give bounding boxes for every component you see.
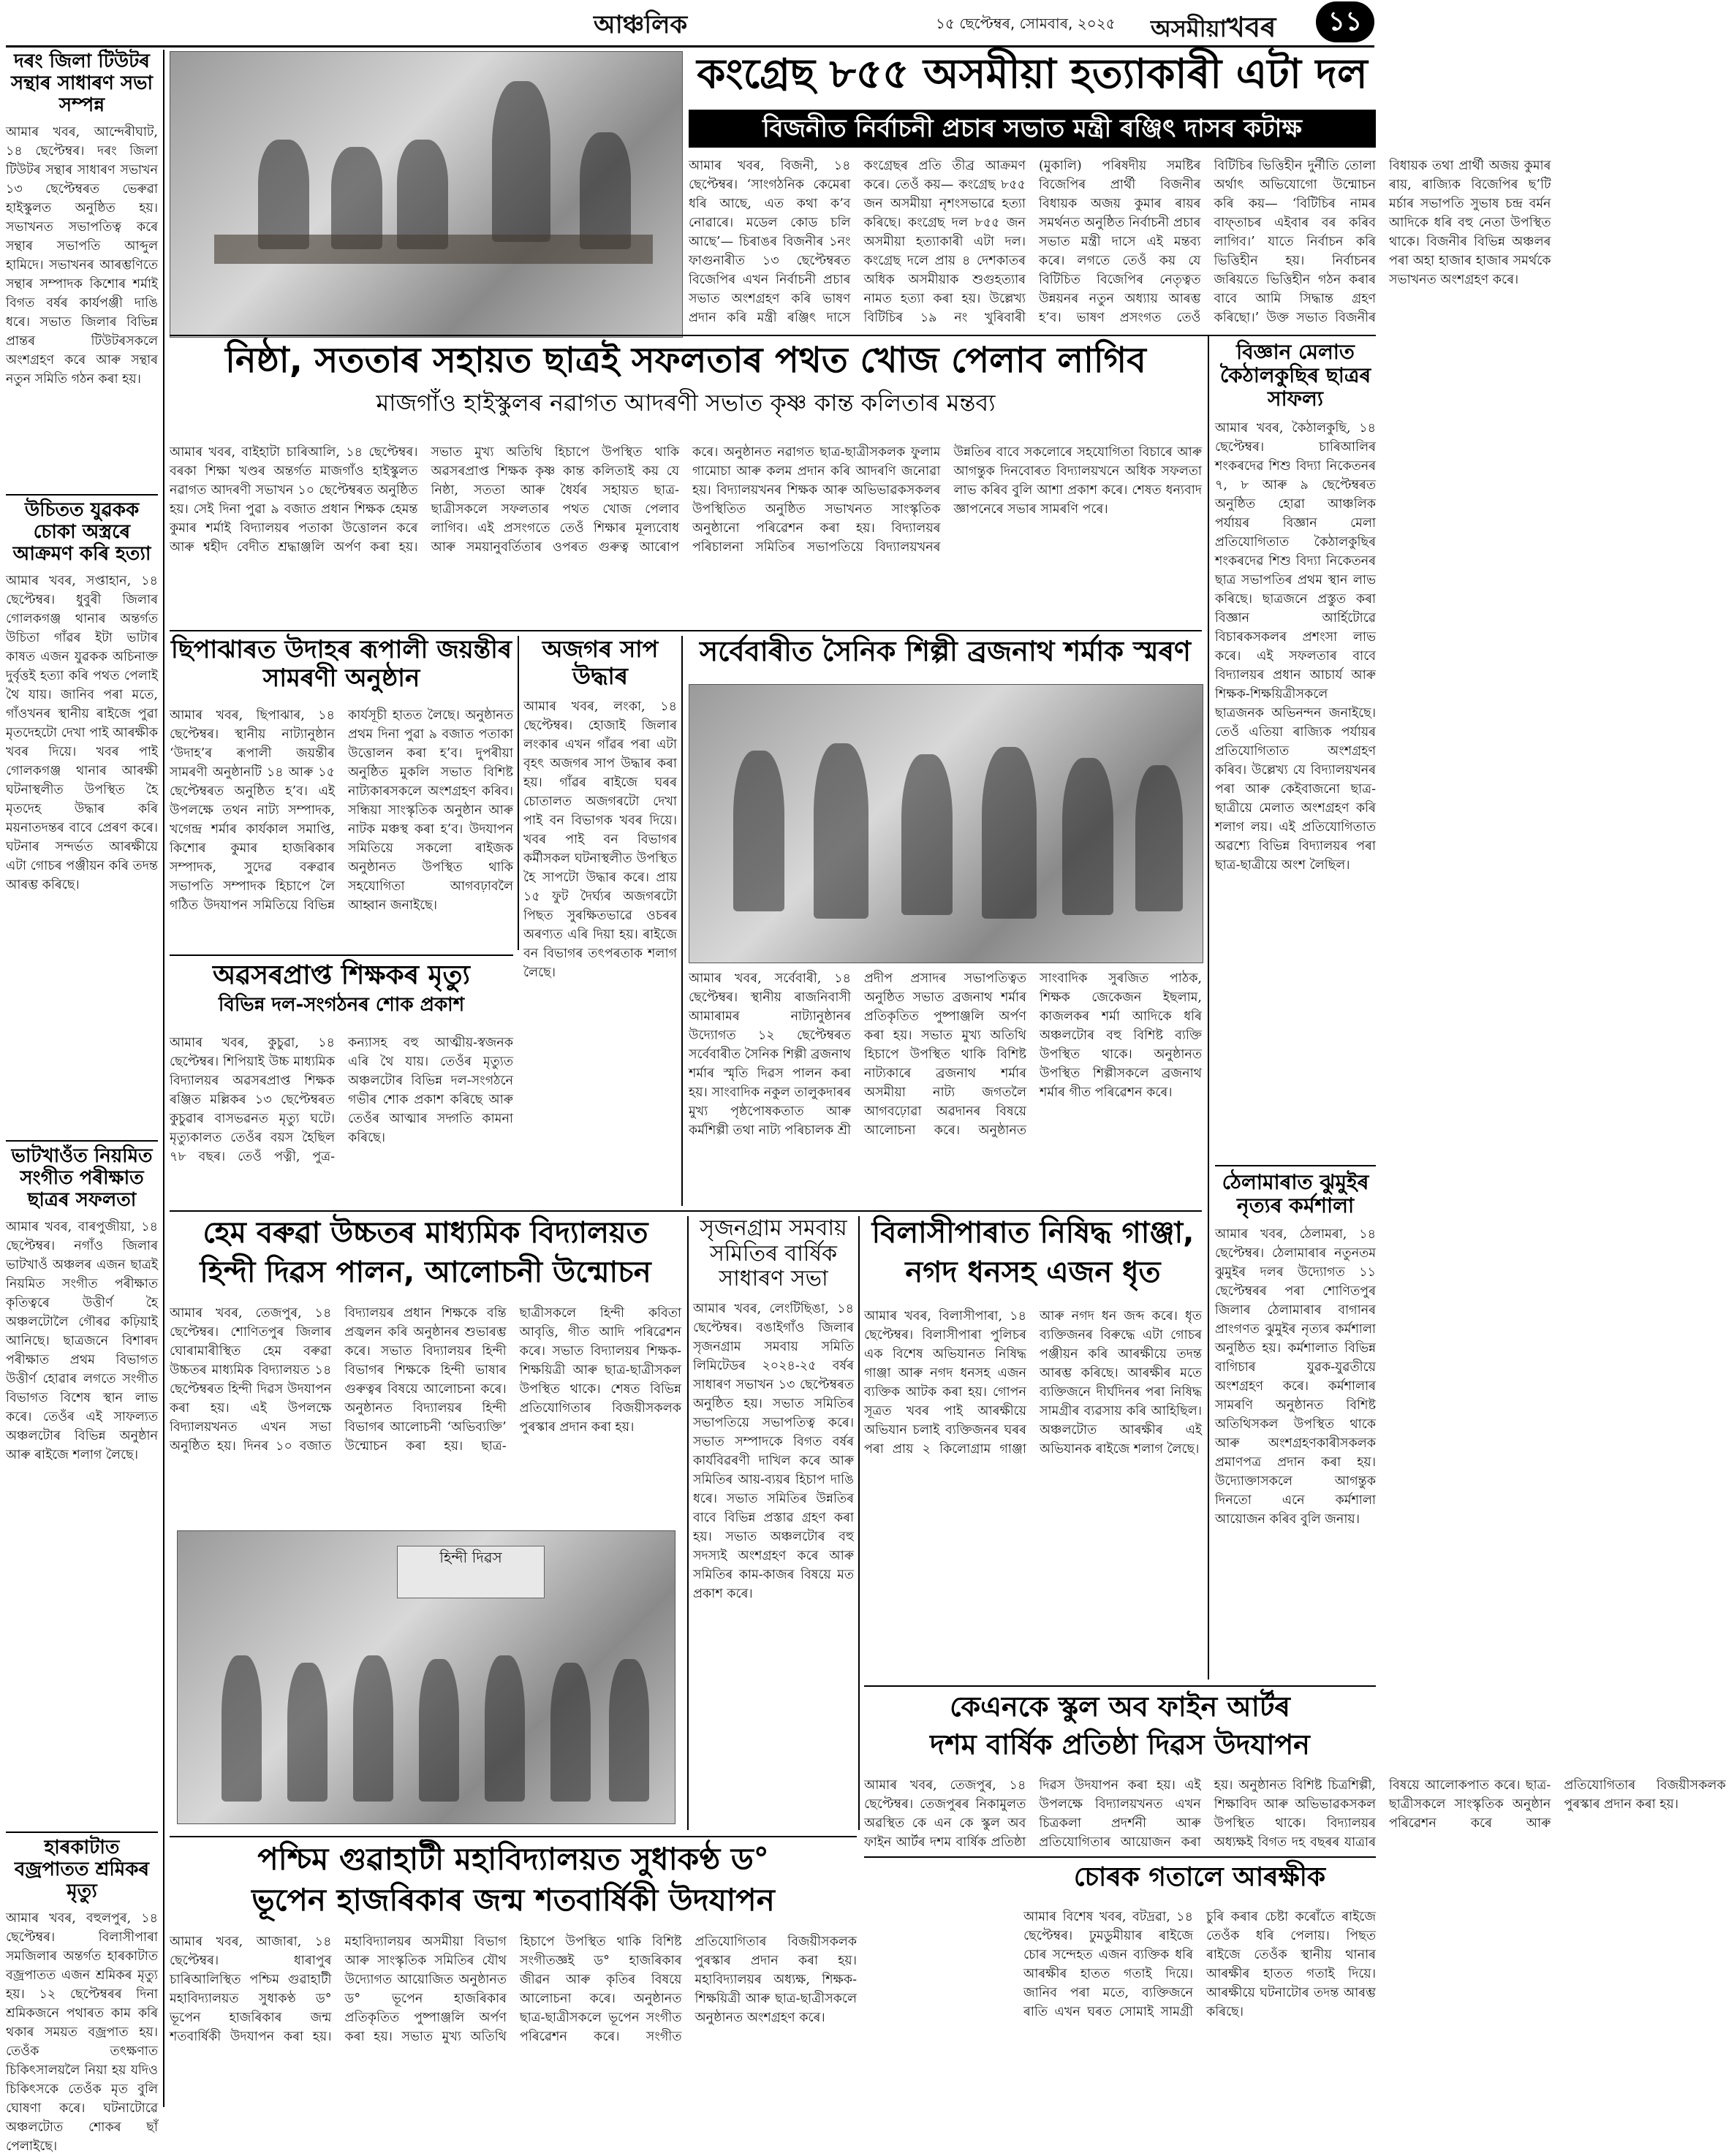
science-fair-story	[1215, 341, 1376, 1159]
photo-figure	[353, 1655, 393, 1802]
photo-figure	[485, 1655, 525, 1802]
divider	[170, 954, 513, 956]
article-body: আমাৰ খবৰ, কৈঠালকুছি, ১৪ ছেপ্টেম্বৰ। চাৰিআলিৰ শংকৰদেৱ শিশু বিদ্যা নিকেতনৰ ৭, ৮ আৰু ৯ ছেপ্টেম্বৰত অনুষ্ঠিত হোৱা আঞ্চলিক পৰ্যায়ৰ বিজ্ঞান মেলা প্ৰতিযোগিতাত কৈঠালকুছিৰ শংকৰদেৱ শিশু বিদ্যা নিকেতনৰ ছাত্ৰ সভাপতিৰ প্ৰথম স্থান লাভ কৰিছে। ছাত্ৰজনে প্ৰস্তুত কৰা বিজ্ঞান আৰ্হিটোৱে বিচাৰকসকলৰ প্ৰশংসা লাভ কৰে। এই সফলতাৰ বাবে বিদ্যালয়ৰ প্ৰধান আচাৰ্য আৰু শিক্ষক-শিক্ষয়িত্ৰীসকলে ছাত্ৰজনক অভিনন্দন জনাইছে। তেওঁ এতিয়া ৰাজ্যিক পৰ্যায়ৰ প্ৰতিযোগিতাত অংশগ্ৰহণ কৰিব। উল্লেখ্য যে বিদ্যালয়খনৰ পৰা আৰু কেইবাজনো ছাত্ৰ-ছাত্ৰীয়ে মেলাত অংশগ্ৰহণ কৰি শলাগ লয়। এই প্ৰতিযোগিতাত অৱশ্যে বিভিন্ন বিদ্যালয়ৰ পৰা ছাত্ৰ-ছাত্ৰীয়ে অংশ লৈছিল।	[1215, 420, 1376, 873]
article-title: হাৰকাটাত বজ্ৰপাতত শ্ৰমিকৰ মৃত্যু	[14, 1837, 150, 1902]
article-body: আমাৰ খবৰ, কুচুৱা, ১৪ ছেপ্টেম্বৰ। শিপিয়াই উচ্চ মাধ্যমিক বিদ্যালয়ৰ অৱসৰপ্ৰাপ্ত শিক্ষক ৰঞ্জিত মল্লিকৰ ১৩ ছেপ্টেম্বৰত কুচুৱাৰ বাসভৱনত মৃত্যু ঘটে। মৃত্যুকালত তেওঁৰ বয়স হৈছিল ৭৮ বছৰ। তেওঁ পত্নী, পুত্ৰ-কন্যাসহ বহু আত্মীয়-স্বজনক এৰি থৈ যায়। তেওঁৰ মৃত্যুত অঞ্চলটোৰ বিভিন্ন দল-সংগঠনে গভীৰ শোক প্ৰকাশ কৰিছে আৰু তেওঁৰ আত্মাৰ সদ্গতি কামনা কৰিছে।	[170, 1036, 513, 1164]
photo-figure	[492, 81, 550, 242]
divider	[6, 1140, 158, 1142]
article-body: আমাৰ খবৰ, বাৰপুজীয়া, ১৪ ছেপ্টেম্বৰ। নগাঁও জিলাৰ ভাটখাওঁ অঞ্চলৰ এজন ছাত্ৰই নিয়মিত সংগীত পৰীক্ষাত কৃতিত্বৰে উত্তীৰ্ণ হৈ অঞ্চলটোলৈ গৌৰৱ কঢ়িয়াই আনিছে। ছাত্ৰজনে বিশাৰদ পৰীক্ষাত প্ৰথম বিভাগত উত্তীৰ্ণ হোৱাৰ লগতে সংগীত বিভাগত বিশেষ স্থান লাভ কৰে। তেওঁৰ এই সাফল্যত অঞ্চলটোৰ বিভিন্ন অনুষ্ঠান আৰু ৰাইজে শলাগ লৈছে।	[6, 1219, 158, 1462]
page-number-text: ১১	[1328, 7, 1363, 37]
section-label: আঞ্চলিক	[594, 10, 688, 39]
meeting-photo	[170, 51, 683, 338]
divider	[681, 636, 683, 1206]
article-subheadline: বিভিন্ন দল-সংগঠনৰ শোক প্ৰকাশ	[218, 994, 465, 1017]
paper-name-part-b: খবৰ	[1226, 11, 1276, 43]
paper-name-part-a: অসমীয়া	[1151, 15, 1227, 42]
divider	[858, 1216, 860, 1830]
article-body: আমাৰ খবৰ, সপ্তাহান, ১৪ ছেপ্টেম্বৰ। ধুবুৰী জিলাৰ গোলকগঞ্জ থানাৰ অন্তৰ্গত উচিতা গাঁৱৰ ইটা ভাটাৰ কাষত এজন যুৱকক অচিনাক্ত দুৰ্বৃত্তই হত্যা কৰি পথত পেলাই থৈ যায়। জানিব পৰা মতে, গাঁওখনৰ স্থানীয় ৰাইজে পুৱা মৃতদেহটো দেখা পাই আৰক্ষীক খবৰ দিয়ে। খবৰ পাই গোলকগঞ্জ থানাৰ আৰক্ষী ঘটনাস্থলীত উপস্থিত হৈ মৃতদেহ উদ্ধাৰ কৰি ময়নাতদন্তৰ বাবে প্ৰেৰণ কৰে। ঘটনাৰ সন্দৰ্ভত আৰক্ষীয়ে এটা গোচৰ পঞ্জীয়ন কৰি তদন্ত আৰম্ভ কৰিছে।	[6, 573, 158, 892]
divider	[864, 1856, 1376, 1858]
photo-figure	[397, 140, 448, 249]
divider	[687, 1216, 689, 1830]
photo-figure	[580, 132, 631, 249]
feature-headline: নিষ্ঠা, সততাৰ সহায়ত ছাত্ৰই সফলতাৰ পথত খোজ পেলাব লাগিব	[225, 340, 1146, 381]
article-body: আমাৰ খবৰ, ছিপাঝাৰ, ১৪ ছেপ্টেম্বৰ। স্থানীয় নাট্যানুষ্ঠান ‘উদাহ’ৰ ৰূপালী জয়ন্তীৰ সামৰণী অনুষ্ঠানটি ১৪ আৰু ১৫ ছেপ্টেম্বৰত অনুষ্ঠিত হ’ব। এই উপলক্ষে তথন নাট্য সম্পাদক, খগেন্দ্ৰ শৰ্মাৰ কাৰ্যকাল সমাপ্তি, কিশোৰ কুমাৰ হাজৰিকাৰ সম্পাদক, সুদেৱ বৰুৱাৰ সভাপতি সম্পাদক হিচাপে লৈ গঠিত উদযাপন সমিতিয়ে বিভিন্ন কাৰ্যসূচী হাতত লৈছে। অনুষ্ঠানত প্ৰথম দিনা পুৱা ৯ বজাত পতাকা উত্তোলন কৰা হ’ব। দুপৰীয়া অনুষ্ঠিত মুকলি সভাত বিশিষ্ট নাট্যকাৰসকলে অংশগ্ৰহণ কৰিব। সন্ধিয়া সাংস্কৃতিক অনুষ্ঠান আৰু নাটক মঞ্চস্থ কৰা হ’ব। উদযাপন সমিতিয়ে সকলো ৰাইজক অনুষ্ঠানত উপস্থিত থাকি সহযোগিতা আগবঢ়াবলৈ আহ্বান জনাইছে।	[170, 708, 513, 913]
photo-figure	[901, 754, 953, 915]
photo-banner-text: হিন্দী দিৱস	[439, 1549, 502, 1566]
article-body: আমাৰ খবৰ, তেজপুৰ, ১৪ ছেপ্টেম্বৰ। শোণিতপুৰ জিলাৰ ঘোৰামাৰীস্থিত হেম বৰুৱা উচ্চতৰ মাধ্যমিক বিদ্যালয়ত ১৪ ছেপ্টেম্বৰত হিন্দী দিৱস উদযাপন কৰা হয়। এই উপলক্ষে বিদ্যালয়খনত এখন সভা অনুষ্ঠিত হয়। দিনৰ ১০ বজাত বিদ্যালয়ৰ প্ৰধান শিক্ষকে বন্তি প্ৰজ্বলন কৰি অনুষ্ঠানৰ শুভাৰম্ভ কৰে। সভাত বিদ্যালয়ৰ হিন্দী বিভাগৰ শিক্ষকে হিন্দী ভাষাৰ গুৰুত্বৰ বিষয়ে আলোচনা কৰে। অনুষ্ঠানত বিদ্যালয়ৰ হিন্দী বিভাগৰ আলোচনী ‘অভিব্যক্তি’ উন্মোচন কৰা হয়। ছাত্ৰ-ছাত্ৰীসকলে হিন্দী কবিতা আবৃত্তি, গীত আদি পৰিৱেশন কৰে। সভাত বিদ্যালয়ৰ শিক্ষক-শিক্ষয়িত্ৰী আৰু ছাত্ৰ-ছাত্ৰীসকল উপস্থিত থাকে। শেষত বিভিন্ন প্ৰতিযোগিতাৰ বিজয়ীসকলক পুৰস্কাৰ প্ৰদান কৰা হয়।	[170, 1306, 681, 1454]
masthead	[0, 0, 1380, 45]
photo-figure	[258, 140, 309, 249]
article-headline-line-2: নগদ ধনসহ এজন ধৃত	[905, 1256, 1161, 1289]
article-body: আমাৰ খবৰ, লংকা, ১৪ ছেপ্টেম্বৰ। হোজাই জিলাৰ লংকাৰ এখন গাঁৱৰ পৰা এটা বৃহৎ অজগৰ সাপ উদ্ধাৰ কৰা হয়। গাঁৱৰ ৰাইজে ঘৰৰ চোতালত অজগৰটো দেখা পাই বন বিভাগক খবৰ দিয়ে। খবৰ পাই বন বিভাগৰ কৰ্মীসকল ঘটনাস্থলীত উপস্থিত হৈ সাপটো উদ্ধাৰ কৰে। প্ৰায় ১৫ ফুট দৈৰ্ঘ্যৰ অজগৰটো পিছত সুৰক্ষিতভাৱে ওচৰৰ অৰণ্যত এৰি দিয়া হয়। ৰাইজে বন বিভাগৰ তৎপৰতাক শলাগ লৈছে।	[523, 699, 677, 980]
lead-body: আমাৰ খবৰ, বিজনী, ১৪ ছেপ্টেম্বৰ। ‘সাংগঠনিক কেমেৰা ধৰি আছে, এত কথা ক’ব নোৱাৰে। মডেল কোড চলি আছে’— চিৰাঙৰ বিজনীৰ ১নং ফাগুনাৰীত ১৩ ছেপ্টেম্বৰত বিজেপিৰ এখন নিৰ্বাচনী প্ৰচাৰ সভাত অংশগ্ৰহণ কৰি ভাষণ প্ৰদান কৰি মন্ত্ৰী ৰঞ্জিৎ দাসে কংগ্ৰেছৰ প্ৰতি তীব্ৰ আক্ৰমণ কৰে। তেওঁ কয়— কংগ্ৰেছ ৮৫৫ জন অসমীয়া নৃশংসভাৱে হত্যা কৰিছে। কংগ্ৰেছ দল ৮৫৫ জন অসমীয়া হত্যাকাৰী এটা দল। কংগ্ৰেছ দলে প্ৰায় ৪ দেশকাতৰ অধিক অসমীয়াক শুগুহত্যাৰ নামত হত্যা কৰা হয়। উল্লেখ্য বিটিচিৰ ১৯ নং খুৰিবাৰী (মুকালি) পৰিষদীয় সমষ্টিৰ বিজেপিৰ প্ৰাৰ্থী বিজনীৰ বিধায়ক অজয় কুমাৰ ৰায়ৰ সমৰ্থনত অনুষ্ঠিত নিৰ্বাচনী প্ৰচাৰ সভাত মন্ত্ৰী দাসে এই মন্তব্য কৰে। লগতে তেওঁ কয় যে বিটিচিত বিজেপিৰ নেতৃত্বত উন্নয়নৰ নতুন অধ্যায় আৰম্ভ হ’ব। ভাষণ প্ৰসংগত তেওঁ বিটিচিৰ ভিত্তিহীন দুৰ্নীতি তোলা অৰ্থাৎ অভিযোগো উন্মোচন কৰি কয়— ‘বিটিচিৰ নামৰ বাফ্তাচৰ এইবাৰ বৰ কৰিব লাগিব।’ যাতে নিৰ্বাচন কৰি ভিত্তিহীন হয়। নিৰ্বাচনৰ জৰিয়তে ভিত্তিহীন গঠন কৰাৰ বাবে আমি সিদ্ধান্ত গ্ৰহণ কৰিছো।’ উক্ত সভাত বিজনীৰ বিধায়ক তথা প্ৰাৰ্থী অজয় কুমাৰ ৰায়, ৰাজ্যিক বিজেপিৰ ছ’টি মৰ্চাৰ সভাপতি সুভাষ চন্দ্ৰ বৰ্মন আদিকে ধৰি বহু নেতা উপস্থিত থাকে। বিজনীৰ বিভিন্ন অঞ্চলৰ পৰা অহা হাজাৰ হাজাৰ সমৰ্থকে সভাখনত অংশগ্ৰহণ কৰে।	[689, 159, 1551, 325]
samabay-story	[693, 1216, 854, 1830]
lead-subheadline: বিজনীত নিৰ্বাচনী প্ৰচাৰ সভাত মন্ত্ৰী ৰঞ্জিৎ দাসৰ কটাক্ষ	[689, 110, 1376, 148]
divider	[170, 1210, 1202, 1212]
article-headline: অজগৰ সাপ উদ্ধাৰ	[542, 635, 659, 690]
photo-figure	[331, 147, 382, 249]
divider	[6, 1832, 158, 1833]
article-headline: ছিপাঝাৰত উদাহৰ ৰূপালী জয়ন্তীৰ সামৰণী অনুষ্ঠান	[171, 635, 512, 694]
article-headline-line-1: বিলাসীপাৰাত নিষিদ্ধ গাঞ্জা,	[871, 1216, 1195, 1250]
article-headline-line-2: দশম বাৰ্ষিক প্ৰতিষ্ঠা দিৱস উদযাপন	[930, 1728, 1310, 1761]
photo-banner	[397, 1546, 545, 1598]
article-title: উচিতত যুৱকক চোকা অস্ত্ৰৰে আক্ৰমণ কৰি হত্যা	[12, 499, 151, 565]
article-headline-line-2: ভূপেন হাজৰিকাৰ জন্ম শতবাৰ্ষিকী উদযাপন	[251, 1882, 775, 1918]
article-body: আমাৰ বিশেষ খবৰ, বটদ্ৰৱা, ১৪ ছেপ্টেম্বৰ। ঢুমডুমীয়াৰ ৰাইজে চোৰ সন্দেহত এজন ব্যক্তিক ধৰি আৰক্ষীৰ হাতত গতাই দিয়ে। জানিব পৰা মতে, ব্যক্তিজনে ৰাতি এখন ঘৰত সোমাই সামগ্ৰী চুৰি কৰাৰ চেষ্টা কৰোঁতে ৰাইজে তেওঁক ধৰি পেলায়। পিছত ৰাইজে তেওঁক স্থানীয় থানাৰ আৰক্ষীৰ হাতত গতাই দিয়ে। আৰক্ষীয়ে ঘটনাটোৰ তদন্ত আৰম্ভ কৰিছে।	[1023, 1910, 1376, 2019]
feature-story	[170, 341, 1202, 626]
photo-figure	[287, 1663, 328, 1802]
sainik-story	[689, 636, 1202, 1206]
article-body: আমাৰ খবৰ, সৰ্বেবাৰী, ১৪ ছেপ্টেম্বৰ। স্থানীয় ৰাজনিবাসী আমাৰামৰ নাট্যানুষ্ঠানৰ উদ্যোগত ১২ ছেপ্টেম্বৰত সৰ্বেবাৰীত সৈনিক শিল্পী ব্ৰজনাথ শৰ্মাৰ স্মৃতি দিৱস পালন কৰা হয়। সাংবাদিক নকুল তালুকদাৰৰ মুখ্য পৃষ্ঠপোষকতাত আৰু কৰ্মশিল্পী তথা নাট্য পৰিচালক শ্ৰী প্ৰদীপ প্ৰসাদৰ সভাপতিত্বত অনুষ্ঠিত সভাত ব্ৰজনাথ শৰ্মাৰ প্ৰতিকৃতিত পুষ্পাঞ্জলি অৰ্পণ কৰা হয়। সভাত মুখ্য অতিথি হিচাপে উপস্থিত থাকি বিশিষ্ট নাট্যকাৰে ব্ৰজনাথ শৰ্মাৰ অসমীয়া নাট্য জগতলৈ আগবঢ়োৱা অৱদানৰ বিষয়ে আলোচনা কৰে। অনুষ্ঠানত সাংবাদিক সুৰজিত পাঠক, শিক্ষক জেকেজন ইছলাম, কাজলকৰ শৰ্মা আদিকে ধৰি অঞ্চলটোৰ বহু বিশিষ্ট ব্যক্তি উপস্থিত থাকে। অনুষ্ঠানত উপস্থিত শিল্পীসকলে ব্ৰজনাথ শৰ্মাৰ গীত পৰিৱেশন কৰে।	[689, 971, 1202, 1138]
fine-arts-story	[864, 1690, 1726, 1852]
divider	[6, 494, 158, 496]
left-column-rule	[163, 50, 164, 2107]
thief-story	[1023, 1862, 1376, 2108]
feature-body: আমাৰ খবৰ, বাইহাটা চাৰিআলি, ১৪ ছেপ্টেম্বৰ। বৰকা শিক্ষা খণ্ডৰ অন্তৰ্গত মাজগাঁও হাইস্কুলত নৱাগত আদৰণী সভাখন ১০ ছেপ্টেম্বৰত অনুষ্ঠিত হয়। সেই দিনা পুৱা ৯ বজাত প্ৰধান শিক্ষক হেমন্ত কুমাৰ শৰ্মাই বিদ্যালয়ৰ পতাকা উত্তোলন কৰে আৰু শ্বহীদ বেদীত শ্ৰদ্ধাঞ্জলি অৰ্পণ কৰা হয়। সভাত মুখ্য অতিথি হিচাপে উপস্থিত থাকি অৱসৰপ্ৰাপ্ত শিক্ষক কৃষ্ণ কান্ত কলিতাই কয় যে নিষ্ঠা, সততা আৰু ধৈৰ্যৰ সহায়ত ছাত্ৰ-ছাত্ৰীসকলে সফলতাৰ পথত খোজ পেলাব লাগিব। এই প্ৰসংগতে তেওঁ শিক্ষাৰ মূল্যবোধ আৰু সময়ানুবৰ্তিতাৰ ওপৰত গুৰুত্ব আৰোপ কৰে। অনুষ্ঠানত নৱাগত ছাত্ৰ-ছাত্ৰীসকলক ফুলাম গামোচা আৰু কলম প্ৰদান কৰি আদৰণি জনোৱা হয়। বিদ্যালয়খনৰ শিক্ষক আৰু অভিভাৱকসকলৰ উপস্থিতিত অনুষ্ঠিত সভাখনত সাংস্কৃতিক অনুষ্ঠানো পৰিৱেশন কৰা হয়। বিদ্যালয়ৰ পৰিচালনা সমিতিৰ সভাপতিয়ে বিদ্যালয়খনৰ উন্নতিৰ বাবে সকলোৰে সহযোগিতা বিচাৰে আৰু আগন্তুক দিনবোৰত বিদ্যালয়খনে অধিক সফলতা লাভ কৰিব বুলি আশা প্ৰকাশ কৰে। শেষত ধন্যবাদ জ্ঞাপনেৰে সভাৰ সামৰণি পৰে।	[170, 445, 1202, 555]
article-body: আমাৰ খবৰ, তেজপুৰ, ১৪ ছেপ্টেম্বৰ। তেজপুৰৰ নিকামুলত অৱস্থিত কে এন কে স্কুল অব ফাইন আৰ্টৰ দশম বাৰ্ষিক প্ৰতিষ্ঠা দিৱস উদযাপন কৰা হয়। এই উপলক্ষে বিদ্যালয়খনত এখন চিত্ৰকলা প্ৰদৰ্শনী আৰু প্ৰতিযোগিতাৰ আয়োজন কৰা হয়। অনুষ্ঠানত বিশিষ্ট চিত্ৰশিল্পী, শিক্ষাবিদ আৰু অভিভাৱকসকল উপস্থিত থাকে। বিদ্যালয়ৰ অধ্যক্ষই বিগত দহ বছৰৰ যাত্ৰাৰ বিষয়ে আলোকপাত কৰে। ছাত্ৰ-ছাত্ৰীসকলে সাংস্কৃতিক অনুষ্ঠান পৰিৱেশন কৰে আৰু প্ৰতিযোগিতাৰ বিজয়ীসকলক পুৰস্কাৰ প্ৰদান কৰা হয়।	[864, 1778, 1726, 1850]
left-article-1	[6, 51, 158, 490]
right-column-rule	[1208, 335, 1209, 1679]
photo-figure	[419, 1659, 459, 1802]
divider	[518, 636, 519, 950]
left-article-3	[6, 1146, 158, 1826]
article-title: চোৰক গতালে আৰক্ষীক	[1073, 1862, 1326, 1892]
python-story	[523, 636, 677, 1206]
lead-story	[689, 50, 1551, 329]
article-body: আমাৰ খবৰ, আজাৰা, ১৪ ছেপ্টেম্বৰ। ধাৰাপুৰ চাৰিআলিস্থিত পশ্চিম গুৱাহাটী মহাবিদ্যালয়ত সুধাকণ্ঠ ড° ভূপেন হাজৰিকাৰ জন্ম শতবাৰ্ষিকী উদযাপন কৰা হয়। মহাবিদ্যালয়ৰ অসমীয়া বিভাগ আৰু সাংস্কৃতিক সমিতিৰ যৌথ উদ্যোগত আয়োজিত অনুষ্ঠানত ড° ভূপেন হাজৰিকাৰ প্ৰতিকৃতিত পুষ্পাঞ্জলি অৰ্পণ কৰা হয়। সভাত মুখ্য অতিথি হিচাপে উপস্থিত থাকি বিশিষ্ট সংগীতজ্ঞই ড° হাজৰিকাৰ জীৱন আৰু কৃতিৰ বিষয়ে আলোচনা কৰে। অনুষ্ঠানত ছাত্ৰ-ছাত্ৰীসকলে ভূপেন সংগীত পৰিৱেশন কৰে। সংগীত প্ৰতিযোগিতাৰ বিজয়ীসকলক পুৰস্কাৰ প্ৰদান কৰা হয়। মহাবিদ্যালয়ৰ অধ্যক্ষ, শিক্ষক-শিক্ষয়িত্ৰী আৰু ছাত্ৰ-ছাত্ৰীসকলে অনুষ্ঠানত অংশগ্ৰহণ কৰে।	[170, 1935, 857, 2044]
dance-workshop-story	[1215, 1171, 1376, 1682]
lead-headline: কংগ্ৰেছ ৮৫৫ অসমীয়া হত্যাকাৰী এটা দল	[697, 50, 1368, 98]
article-headline-line-2: হিন্দী দিৱস পালন, আলোচনী উন্মোচন	[200, 1256, 651, 1289]
photo-figure	[1062, 758, 1113, 915]
ceremony-photo	[689, 684, 1203, 963]
article-body: আমাৰ খবৰ, ঠেলামৰা, ১৪ ছেপ্টেম্বৰ। ঠেলামাৰাৰ নতুনতম ঝুমুইৰ দলৰ উদ্যোগত ১১ ছেপ্টেম্বৰৰ পৰা শোণিতপুৰ জিলাৰ ঠেলামাৰাৰ বাগানৰ প্ৰাংগণত ঝুমুইৰ নৃত্যৰ কৰ্মশালা অনুষ্ঠিত হয়। কৰ্মশালাত বিভিন্ন বাগিচাৰ যুৱক-যুৱতীয়ে অংশগ্ৰহণ কৰে। কৰ্মশালাৰ সামৰণি অনুষ্ঠানত বিশিষ্ট অতিথিসকল উপস্থিত থাকে আৰু অংশগ্ৰহণকাৰীসকলক প্ৰমাণপত্ৰ প্ৰদান কৰা হয়। উদ্যোক্তাসকলে আগন্তুক দিনতো এনে কৰ্মশালা আয়োজন কৰিব বুলি জনায়।	[1215, 1227, 1376, 1527]
article-headline: সৰ্বেবাৰীত সৈনিক শিল্পী ব্ৰজনাথ শৰ্মাক স্মৰণ	[700, 635, 1191, 667]
divider	[170, 1836, 857, 1837]
jayanti-story	[170, 636, 513, 950]
article-body: আমাৰ খবৰ, আন্দেৰীঘাট, ১৪ ছেপ্টেম্বৰ। দৰং জিলা টিউটৰ সন্থাৰ সাধাৰণ সভাখন ১৩ ছেপ্টেম্বৰত ভেৰুৱা হাইস্কুলত অনুষ্ঠিত হয়। সভাখনত সভাপতিত্ব কৰে সন্থাৰ সভাপতি আব্দুল হামিদে। সভাখনৰ আৰম্ভণিতে সন্থাৰ সম্পাদক কিশোৰ শৰ্মাই বিগত বৰ্ষৰ কাৰ্যপঞ্জী দাঙি ধৰে। সভাত জিলাৰ বিভিন্ন প্ৰান্তৰ টিউটৰসকলে অংশগ্ৰহণ কৰে আৰু সন্থাৰ নতুন সমিতি গঠন কৰা হয়।	[6, 124, 158, 387]
obituary-story	[170, 960, 513, 1206]
hindi-diwas-story	[170, 1216, 681, 1830]
divider	[1215, 1165, 1376, 1166]
article-body: আমাৰ খবৰ, লেংটিছিঙা, ১৪ ছেপ্টেম্বৰ। বঙাইগাঁও জিলাৰ সৃজনগ্ৰাম সমবায় সমিতি লিমিটেডৰ ২০২৪-২৫ বৰ্ষৰ সাধাৰণ সভাখন ১৩ ছেপ্টেম্বৰত অনুষ্ঠিত হয়। সভাত সমিতিৰ সভাপতিয়ে সভাপতিত্ব কৰে। সভাত সম্পাদকে বিগত বৰ্ষৰ কাৰ্যবিৱৰণী দাখিল কৰে আৰু সমিতিৰ আয়-ব্যয়ৰ হিচাপ দাঙি ধৰে। সভাত সমিতিৰ উন্নতিৰ বাবে বিভিন্ন প্ৰস্তাৱ গ্ৰহণ কৰা হয়। সভাত অঞ্চলটোৰ বহু সদস্যই অংশগ্ৰহণ কৰে আৰু সমিতিৰ কাম-কাজৰ বিষয়ে মত প্ৰকাশ কৰে।	[693, 1301, 854, 1601]
article-headline: অৱসৰপ্ৰাপ্ত শিক্ষকৰ মৃত্যু	[213, 960, 470, 990]
page-number	[1316, 1, 1374, 42]
issue-date: ১৫ ছেপ্টেম্বৰ, সোমবাৰ, ২০২৫	[936, 15, 1116, 32]
photo-figure	[814, 743, 868, 919]
bhupen-story	[170, 1842, 857, 2108]
photo-figure	[982, 747, 1037, 919]
article-body: আমাৰ খবৰ, বহুলপুৰ, ১৪ ছেপ্টেম্বৰ। বিলাসীপাৰা সমজিলাৰ অন্তৰ্গত হাৰকাটাত বজ্ৰপাতত এজন শ্ৰমিকৰ মৃত্যু হয়। ১২ ছেপ্টেম্বৰৰ দিনা শ্ৰমিকজনে পথাৰত কাম কৰি থকাৰ সময়ত বজ্ৰপাত হয়। তেওঁক তৎক্ষণাত চিকিৎসালয়লৈ নিয়া হয় যদিও চিকিৎসকে তেওঁক মৃত বুলি ঘোষণা কৰে। ঘটনাটোৱে অঞ্চলটোত শোকৰ ছাঁ পেলাইছে।	[6, 1910, 158, 2154]
masthead-rule	[6, 45, 1374, 48]
divider	[864, 1685, 1376, 1687]
article-headline-line-1: কেএনকে স্কুল অব ফাইন আৰ্টৰ	[950, 1690, 1290, 1723]
article-headline: সৃজনগ্ৰাম সমবায় সমিতিৰ বাৰ্ষিক সাধাৰণ সভা	[700, 1215, 847, 1291]
article-body: আমাৰ খবৰ, বিলাসীপাৰা, ১৪ ছেপ্টেম্বৰ। বিলাসীপাৰা পুলিচৰ এক বিশেষ অভিযানত নিষিদ্ধ গাঞ্জা আৰু নগদ ধনসহ এজন ব্যক্তিক আটক কৰা হয়। গোপন সূত্ৰত খবৰ পাই আৰক্ষীয়ে অভিযান চলাই ব্যক্তিজনৰ ঘৰৰ পৰা প্ৰায় ২ কিলোগ্ৰাম গাঞ্জা আৰু নগদ ধন জব্দ কৰে। ধৃত ব্যক্তিজনৰ বিৰুদ্ধে এটা গোচৰ পঞ্জীয়ন কৰি আৰক্ষীয়ে তদন্ত আৰম্ভ কৰিছে। আৰক্ষীৰ মতে ব্যক্তিজনে দীৰ্ঘদিনৰ পৰা নিষিদ্ধ সামগ্ৰীৰ ব্যৱসায় কৰি আহিছিল। অঞ্চলটোত আৰক্ষীৰ এই অভিযানক ৰাইজে শলাগ লৈছে।	[864, 1309, 1202, 1457]
article-title: ভাটখাওঁত নিয়মিত সংগীত পৰীক্ষাত ছাত্ৰৰ সফলতা	[11, 1145, 153, 1211]
left-article-4	[6, 1837, 158, 2154]
article-title: বিজ্ঞান মেলাত কৈঠালকুছিৰ ছাত্ৰৰ সাফল্য	[1219, 340, 1371, 411]
article-title: ঠেলামাৰাত ঝুমুইৰ নৃত্যৰ কৰ্মশালা	[1222, 1170, 1369, 1218]
feature-subheadline: মাজগাঁও হাইস্কুলৰ নৱাগত আদৰণী সভাত কৃষ্ণ কান্ত কলিতাৰ মন্তব্য	[376, 389, 996, 417]
article-headline-line-1: হেম বৰুৱা উচ্চতৰ মাধ্যমিক বিদ্যালয়ত	[202, 1216, 648, 1250]
photo-figure	[733, 751, 784, 911]
article-title: দৰং জিলা টিউটৰ সন্থাৰ সাধাৰণ সভা সম্পন্ন	[10, 50, 154, 116]
hindi-diwas-photo	[177, 1530, 675, 1824]
photo-table	[214, 235, 653, 264]
left-article-2	[6, 500, 158, 1136]
photo-figure	[1135, 765, 1183, 911]
article-headline-line-1: পশ্চিম গুৱাহাটী মহাবিদ্যালয়ত সুধাকণ্ঠ ড°	[257, 1841, 769, 1877]
photo-figure	[609, 1659, 649, 1802]
photo-figure	[550, 1663, 591, 1802]
photo-figure	[222, 1655, 262, 1802]
divider	[170, 630, 1202, 631]
divider	[170, 335, 1376, 336]
